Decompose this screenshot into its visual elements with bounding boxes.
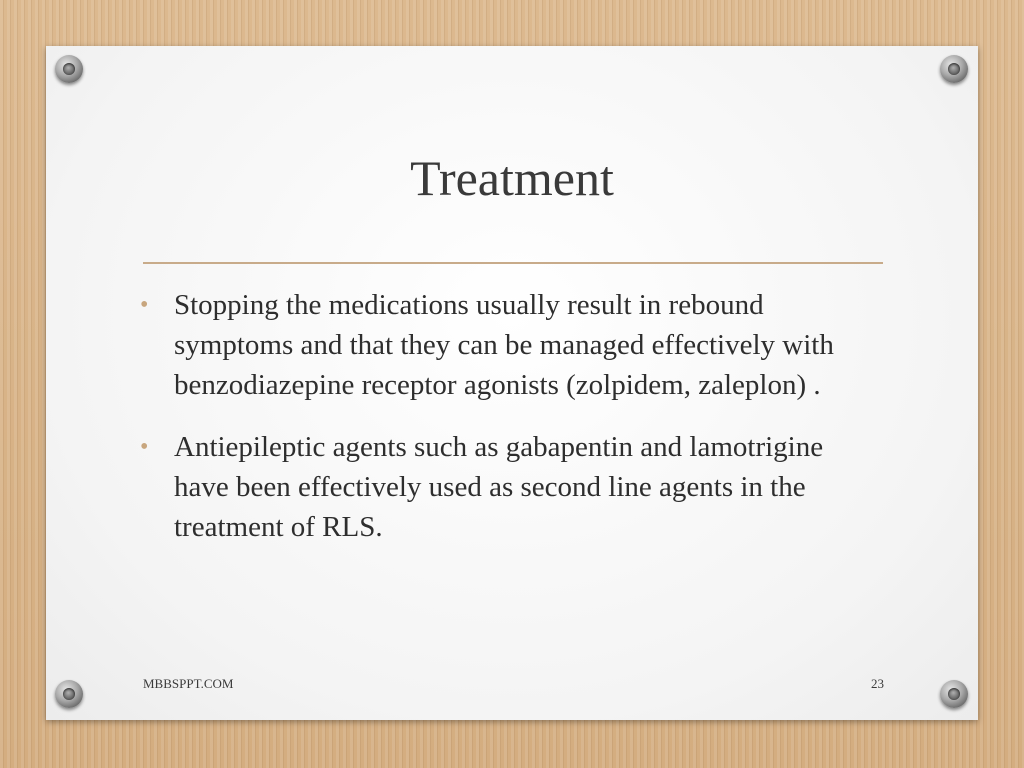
footer-source: MBBSPPT.COM	[143, 676, 234, 691]
bullet-text: Stopping the medications usually result in rebound symptoms and that they can be managed effectively with benzodiazepine receptor agonists (zolpidem, zaleplon) .	[174, 289, 834, 401]
bullet-marker: •	[140, 434, 149, 460]
slide-title: Treatment	[410, 150, 614, 206]
pushpin-icon	[55, 55, 83, 83]
pushpin-icon	[940, 680, 968, 708]
bullet-text: Antiepileptic agents such as gabapentin and lamotrigine have been effectively used as second line agents in the treatment of RLS.	[174, 431, 824, 543]
pushpin-icon	[940, 55, 968, 83]
page-number: 23	[871, 676, 884, 691]
pushpin-icon	[55, 680, 83, 708]
bullet-item	[140, 427, 880, 547]
bullet-marker: •	[140, 292, 149, 318]
bullet-item	[140, 285, 880, 405]
bullet-list	[140, 285, 880, 569]
title-divider	[143, 262, 883, 264]
